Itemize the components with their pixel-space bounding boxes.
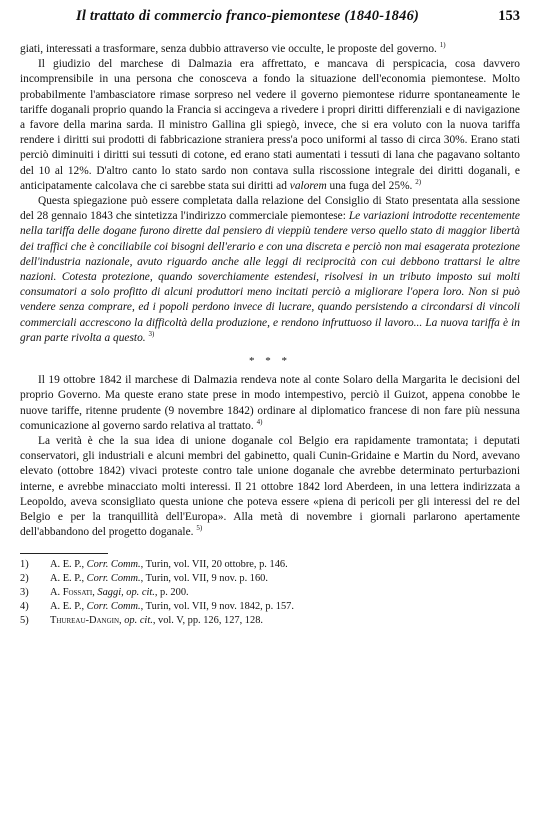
footnote-text bbox=[50, 572, 268, 586]
paragraph bbox=[20, 194, 520, 346]
main-text bbox=[20, 42, 520, 541]
footnotes bbox=[20, 558, 520, 628]
text-run: , Turin, vol. VII, 9 nov. 1842, p. 157. bbox=[140, 600, 294, 612]
text-run: Thureau-Dangin, bbox=[50, 614, 125, 626]
paragraph bbox=[20, 373, 520, 434]
text-run: A. E. P., bbox=[50, 572, 87, 584]
running-header bbox=[20, 8, 520, 34]
italic-text: Le variazioni introdotte recentemente nella tariffa delle dogane furono dirette dal pensiero di vieppiù tendere verso quello stato di maggior libertà dei traffici che è conciliabile coi bisogni dell'erario e con una discreta e perciò non mai esagerata protezione dell'industria nazionale, avuto riguardo anche alle leggi di reciprocità con cui debbono trattarsi le altre nazioni. Cotesta protezione, quando soverchiamente estendesi, risolvesi in un tributo imposto sui molti consumatori a solo profitto di alcuni produttori meno incitati perciò a migliorare l'opera loro. Non si può vendere senza comprare, ed i popoli perdono invece di lucrare, quando persistendo a circondarsi di vincoli commerciali accrescono la difficoltà della produzione, e rendono infruttuoso il lavoro... La nuova tariffa è in gran parte rivolta a questo. bbox=[20, 210, 520, 344]
text-run: Il 19 ottobre 1842 il marchese di Dalmazia rendeva note al conte Solaro della Margarita le decisioni del proprio Governo. Ma queste erano state prese in modo intempestivo, perciò il Guizot, appena conobbe le nuove tariffe, ritenne prudente (9 novembre 1842) ordinare al diplomatico francese di non fare più nessuna comunicazione al governo sardo relativa al trattato. bbox=[20, 374, 520, 432]
italic-text: Saggi, op. cit. bbox=[97, 586, 155, 598]
text-run: , vol. V, pp. 126, 127, 128. bbox=[152, 614, 263, 626]
footnote-divider bbox=[20, 553, 108, 554]
footnote bbox=[20, 614, 520, 628]
text-run: A. E. P., bbox=[50, 600, 87, 612]
paragraph bbox=[20, 434, 520, 540]
footnote-number: 3) bbox=[20, 586, 29, 598]
italic-text: Corr. Comm. bbox=[86, 572, 141, 584]
text-run: , Turin, vol. VII, 9 nov. p. 160. bbox=[140, 572, 268, 584]
footnote-ref: 1) bbox=[439, 41, 446, 50]
footnote-ref: 4) bbox=[256, 418, 263, 427]
paragraph bbox=[20, 57, 520, 194]
footnote-ref: 3) bbox=[148, 330, 155, 339]
page-number: 153 bbox=[498, 8, 520, 24]
footnote-number: 5) bbox=[20, 614, 29, 626]
footnote-text bbox=[50, 600, 294, 614]
text-run: , p. 200. bbox=[154, 586, 189, 598]
footnote-number: 1) bbox=[20, 558, 29, 570]
italic-text: valorem bbox=[289, 179, 327, 192]
footnote-number: 2) bbox=[20, 572, 29, 584]
footnote-text bbox=[50, 558, 288, 572]
footnote-ref: 2) bbox=[415, 178, 422, 187]
text-run: La verità è che la sua idea di unione doganale col Belgio era rapidamente tramontata; i deputati conservatori, gli industriali e alcuni membri del gabinetto, quali Cunin-Gridaine e Martin du Nord, avevano elevato (ottobre 1842) vivaci proteste contro tale unione doganale che avrebbe determinato perturbazioni interne, e avrebbe minacciato molti interessi. Il 21 ottobre 1842 lord Aberdeen, in una lettera indirizzata a Leopoldo, aveva sconsigliato questa unione che poteva essere «piena di pericoli per gli interessi del re del Belgio e per la tranquillità dell'Europa». Alla metà di novembre i giornali parlarono apertamente dell'abbandono del progetto doganale. bbox=[20, 435, 520, 539]
text-run: Il giudizio del marchese di Dalmazia era affrettato, e mancava di perspicacia, cosa davvero incomprensibile in una persona che conosceva a fondo la situazione dell'economia piemontese. Molto probabilmente l'ambasciatore rimase sorpreso nel vedere il governo piemontese ridurre spontaneamente le tariffe doganali proprio quando la Francia si accingeva a rivedere i propri diritti differenziali e di navigazione a favore della marina sarda. Il ministro Gallina gli spiegò, invece, che si era voluto con la nuova tariffa rendere i diritti sui prodotti di fabbricazione straniera press'a poco uniformi al tasso di circa 30%. Erano stati perciò diminuiti i diritti sui tessuti di cotone, ed erano stati aumentati i tessuti di lana che pagavano soltanto del 10 al 12%. D'altro canto lo stato sardo non contava sulla riscossione integrale dei diritti doganali, e anticipatamente calcolava che ci sarebbe stata sui diritti ad bbox=[20, 58, 520, 192]
footnote-text bbox=[50, 586, 189, 600]
footnote bbox=[20, 600, 520, 614]
paragraph bbox=[20, 42, 520, 57]
footnote-ref: 5) bbox=[196, 524, 203, 533]
text-run: A. Fossati, bbox=[50, 586, 98, 598]
section-separator: * * * bbox=[249, 355, 291, 368]
running-title: Il trattato di commercio franco-piemontese (1840-1846) bbox=[76, 8, 420, 24]
text-run: , Turin, vol. VII, 20 ottobre, p. 146. bbox=[140, 558, 288, 570]
text-run: Questa spiegazione può essere completata dalla relazione del Consiglio di Stato presentata alla sessione del 28 gennaio 1843 che sintetizza l'indirizzo commerciale piemontese: bbox=[20, 195, 520, 223]
italic-text: Corr. Comm. bbox=[86, 558, 141, 570]
italic-text: op. cit. bbox=[124, 614, 153, 626]
text-run: giati, interessati a trasformare, senza dubbio attraverso vie occulte, le proposte del governo. bbox=[20, 43, 440, 55]
footnote bbox=[20, 572, 520, 586]
text-run: una fuga del 25%. bbox=[326, 179, 416, 192]
footnote-number: 4) bbox=[20, 600, 29, 612]
footnote bbox=[20, 558, 520, 572]
italic-text: Corr. Comm. bbox=[86, 600, 141, 612]
footnote bbox=[20, 586, 520, 600]
footnote-text bbox=[50, 614, 263, 628]
text-run: A. E. P., bbox=[50, 558, 87, 570]
